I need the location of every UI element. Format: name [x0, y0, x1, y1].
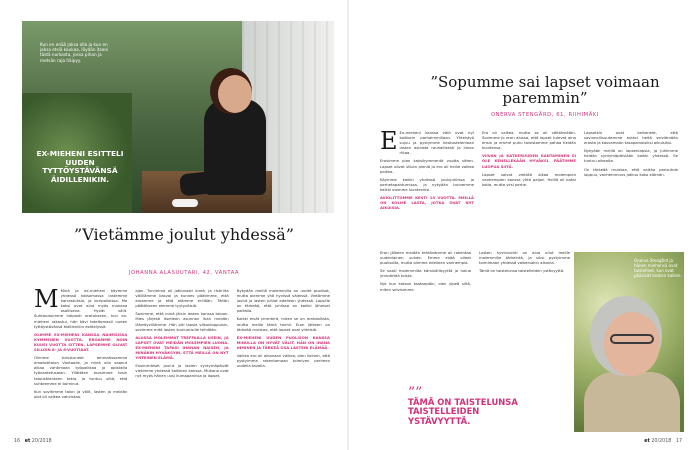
article-columns: [34, 288, 330, 438]
paragraph-text: Käymme kaikki yhdessä joulujuhlissa ja perhetapahtumissa, ja nykyään tunnemme kaikki olomme luonteviksi.: [380, 176, 474, 192]
paragraph: [479, 268, 570, 273]
byline: ONERVA STENGÅRD, 61, RIIHIMÄKI: [490, 112, 599, 118]
paragraph: [135, 335, 228, 360]
paragraph: [135, 311, 228, 331]
paragraph-text: Lapsetkin ovat kertoneet, että sovinnollisuutemme auttoi heitä selviämään erosta ja kasvamaan tasapainoisiksi aikuisiksi.: [584, 130, 678, 146]
paragraph-text: Se vaati molemmilta kärsivällisyyttä ja halua ymmärtää toista.: [380, 268, 471, 279]
article-columns-top: [380, 130, 678, 250]
paragraph: [135, 288, 228, 308]
paragraph-text: Tämä on taistelunsa taistelleiden ystävyyttä.: [479, 268, 565, 274]
column-1: [34, 288, 127, 438]
subheading-text: AVIOLITTOMME KESTI 15 VUOTTA. MEILLÄ ON KOLME LASTA, JOTKA OVAT NYT AIKUISIA.: [380, 195, 474, 211]
paragraph: [482, 130, 576, 150]
paragraph: [237, 316, 330, 331]
column-3: [584, 130, 678, 250]
column-1: [380, 130, 474, 250]
photo-caption: Onerva Stengård ja hänen miehensä ovat taistelleet, kun ovat pääsivät kesken kaiken.: [634, 258, 682, 278]
paragraph: [482, 153, 576, 168]
paragraph-text: ajan. Tunnelma oli jatkuvasti kireä, ja ristiriita välillämme kasvoi ja kunnes päätimme, että eroamme ja että elämme erillään. Tähän päätökseen olemme tyytyväisiä.: [135, 288, 229, 309]
drop-cap: E: [380, 130, 398, 155]
issue-number: 20/2018: [31, 439, 52, 444]
paragraph: [584, 167, 678, 177]
paragraph-text: Kaikki eivät ymmärrä, miten se on mahdollista, mutta meille tämä toimii. Eron jälkeen on tärkeää muistaa, että lapset ovat yhteisiä.: [236, 316, 330, 332]
paragraph-text: On tärkeää muistaa, että vaikka parisuhde loppuu, vanhemmuus jatkuu koko elämän.: [584, 166, 678, 177]
paragraph: [380, 195, 474, 210]
paragraph: [135, 363, 228, 378]
paragraph-text: Lasten hyvinvointi on aina ollut meille molemmille tärkeintä, ja siksi pystyimme toimimaan yhdessä vaikeinakin aikoina.: [479, 250, 570, 266]
footer-right: [644, 439, 682, 444]
column-2: [135, 288, 228, 438]
paragraph: [237, 353, 330, 368]
drop-cap: M: [34, 288, 59, 313]
column-2: [482, 130, 576, 250]
column-3: [237, 288, 330, 438]
subheading-text: VIIVAN JA KATKERUUDEN KANTAMINEN EI OLE KENELLEKÄÄN HYVÄKSI. PÄÄTIMME LUOPUA SIITÄ.: [482, 153, 576, 169]
paragraph-text: Ero oli vaikea, mutta se oli välttämätön. Sovimme jo eron alussa, että lapset tulevat aina ensin ja emme puhu toisistamme pahaa heidän kuultensa.: [482, 130, 576, 151]
headline: ”Sopumme sai lapset voimaan paremmin”: [430, 73, 660, 107]
paragraph: [380, 250, 471, 265]
photo-callout: EX-MIEHENI ESITTELI UUDEN TYTTÖYSTÄVÄNSÄ ÄIDILLENIKIN.: [36, 149, 124, 184]
paragraph-text: Lapset saivat viettää aikaa molempien vanhempien kanssa yhtä paljon. Heillä oli kaksi kotia, mutta yksi perhe.: [482, 171, 576, 187]
paragraph-text: Eron jälkeen meidän tehtävämme oli rakentaa uudenlainen suhde. Emme enää olleet puolisoita, mutta olimme edelleen vanhempia.: [380, 250, 471, 266]
footer-left: [14, 439, 52, 444]
subheading-text: EX-MIEHENI UUDEN PUOLISON KANSSA MINULLA ON HYVÄT VÄLIT. HÄN ON IHANA IHMINEN JA TÄRKEÄ OSA LASTENI ELÄMÄÄ.: [236, 334, 330, 350]
photo-woman-portrait: [574, 252, 684, 432]
subheading-text: OLIMME EX-MIEHENI KANSSA NAIMISISSA KYMMENEN VUOTTA. EROAMME NOIN KUUSI VUOTTA SITTEN. LAPSEMME OLIVAT SILLOIN 8- JA 6-VUOTIAAT.: [34, 331, 128, 353]
subheading-text: ALUSSA MOLEMMAT TREFFAILLA USEIN, JA LAPSET OVAT MEIDÄN MOLEMPIEN LUONA. EX-MIEHENI TAPASI IHANAN NAISEN, JA MINÄKIN HYVÄKSYIN, ETTÄ MEILLÄ ON NYT YHTEINEN ELÄMÄ.: [135, 334, 229, 361]
paragraph: [380, 281, 471, 291]
paragraph-text: Nyt kun katson taaksepäin, olen ylpeä siitä, miten selvisimme.: [380, 281, 471, 292]
paragraph-text: Ensimmäiset joulut ja lasten syntymäpäivät vietimme yhdessä kaikkien kanssa. Mukana ovat nyt myös hänen uusi kumppaninsa ja lapset.: [135, 363, 229, 379]
paragraph: [34, 332, 127, 352]
magazine-name: et: [644, 439, 650, 444]
byline: JOHANNA ALASUUTARI, 42, VANTAA: [128, 270, 240, 276]
paragraph-text: Erosimme pian kaksikymmentä vuotta sitten. Lapset olivat silloin pieniä ja ero oli heille vaikea paikka.: [380, 158, 474, 174]
paragraph: [584, 130, 678, 145]
paragraph: [34, 355, 127, 386]
paragraph-text: Nykyään meillä molemmilla on uudet puolisot, mutta olemme yhä hyvissä väleissä. Vietämme joulut ja lasten juhlat edelleen yhdessä. Lapsille on tärkeää, että juhlissa on kaikki läheiset paikalla.: [236, 288, 330, 314]
photo-caption: Kun en enää jaksa olla ja kun en jaksa etsiä kaukaa, löydän itseni tästä nurkasta, jossa pihan ja metsän raja häipyy.: [40, 42, 109, 63]
paragraph: [380, 130, 474, 155]
paragraph: [237, 335, 330, 350]
pull-quote: [408, 385, 538, 426]
paragraph: [34, 288, 127, 329]
paragraph: [584, 148, 678, 163]
page-number: 17: [675, 439, 682, 444]
paragraph-text: Minä ja ex-mieheni käymme yhdessä katsomassa lastemme harrastuksia, ja koripalloissa. Me kaksi ovat aina myös mukana osallisena. Hyvät välit. Suhtauduimme helposti erotukseen, kun ex-mieheni rakastui, hän kävi toteltomasti uuden tyttöystävänsä äidillenikin esittelyssä.: [34, 288, 128, 329]
paragraph: [479, 250, 570, 265]
issue-number: 20/2018: [651, 439, 672, 444]
paragraph-text: Olimme tutustuneet ammatissamme omakotitalon Vantaalle, ja minä olin saanut alkaa vahtimaan työpaikkaa ja opiskella työvaatetusalan. Yllättäen erosimme tosin taloustilanteen takia, ja tuntuu siltä, että suhteemme ei toiminut.: [34, 355, 128, 386]
paragraph: [380, 177, 474, 192]
right-page: [348, 0, 696, 450]
paragraph: [380, 268, 471, 278]
page-number: 16: [14, 439, 21, 444]
paragraph: [237, 288, 330, 313]
paragraph-text: Vaikka ero oli aikanaan vaikea, olen iloinen, että pystyimme rakentamaan toimivan perheen uudella tavalla.: [236, 353, 330, 369]
paragraph-text: Sovimme, että minä jäisin lasten kanssa taloon. Mies järjesti itselleen asunnon ihan meidän lähettyvillämme. Hän piti lapsia viikonloppuisin, sovimme mitä lasten kuulumisille tehdään.: [135, 311, 229, 332]
paragraph: [380, 158, 474, 173]
pull-quote-text: TÄMÄ ON TAISTELUNSA TAISTELLEIDEN YSTÄVYYTTÄ.: [408, 397, 518, 426]
paragraph-text: Kun sovitimme talon ja välit, lasten ja meidän olot oli vaikea vahvistaa.: [34, 388, 128, 399]
magazine-name: et: [24, 439, 31, 444]
paragraph: [482, 172, 576, 187]
quote-marks: ””: [408, 385, 423, 401]
paragraph: [34, 389, 127, 399]
paragraph-text: Nykyään meillä on lapsenlapsia, ja juhlimme heidän syntymäpäiviään kaikki yhdessä. Se tuntuu oikealta.: [584, 148, 678, 164]
headline: ”Vietämme joulut yhdessä”: [74, 225, 294, 244]
paragraph-text: Ex-mieheni kanssa välit ovat nyt kaikkein parhaimmillaan. Yhteistyö sujuu ja pystymme keskustelemaan lasten asioista rauhallisesti ja ilman riitaa.: [399, 130, 474, 156]
